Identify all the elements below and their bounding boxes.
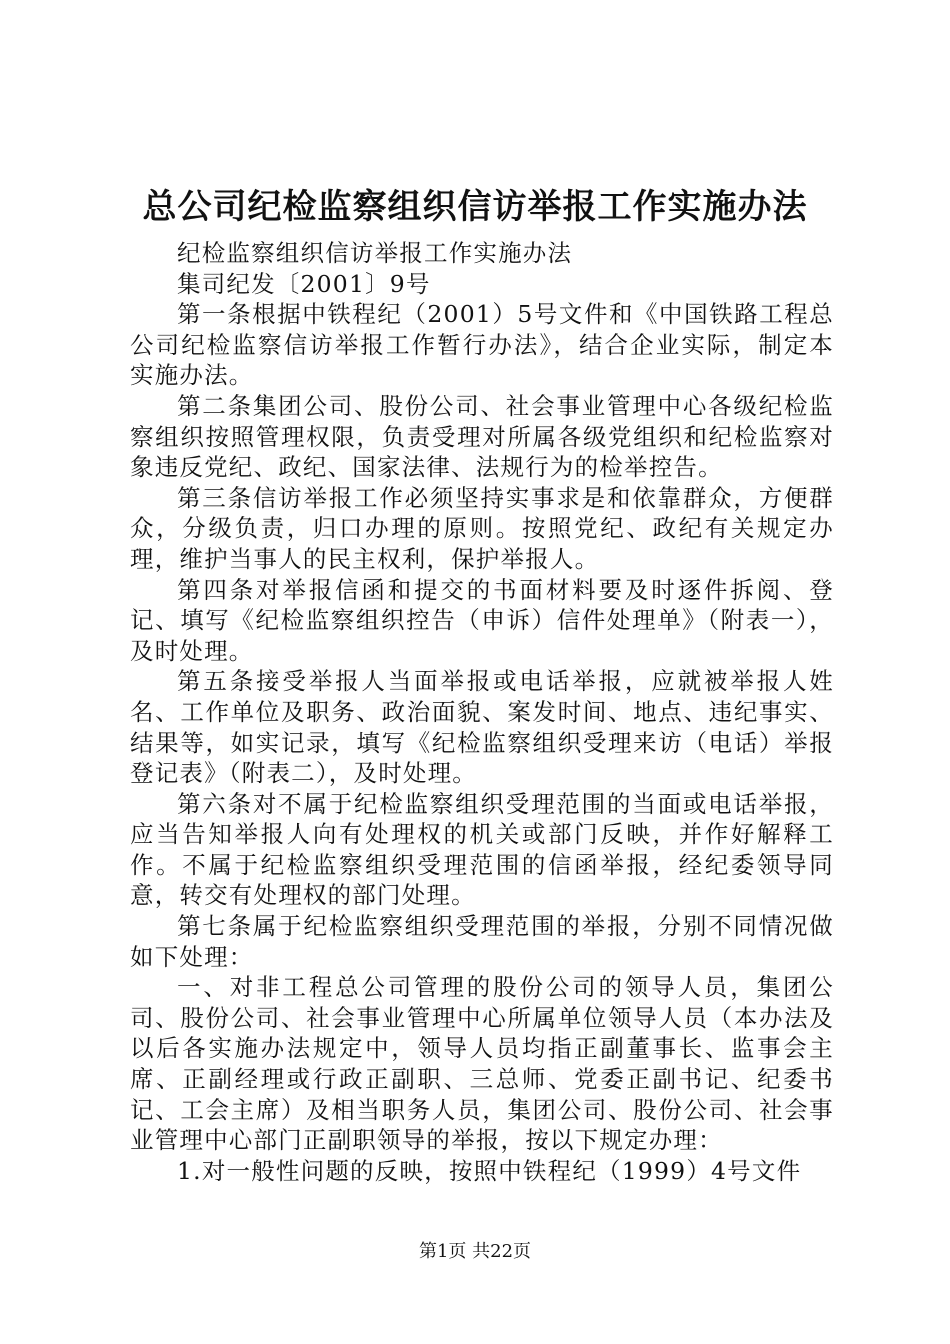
paragraph-subitem-1: 1.对一般性问题的反映，按照中铁程纪（1999）4号文件 [177, 1156, 802, 1185]
document-title: 总公司纪检监察组织信访举报工作实施办法 [142, 187, 808, 227]
paragraph-article-7: 第七条属于纪检监察组织受理范围的举报，分别不同情况做如下处理： [130, 912, 834, 971]
paragraph-subtitle: 纪检监察组织信访举报工作实施办法 [177, 239, 573, 267]
page-number-footer: 第1页 共22页 [418, 1241, 532, 1262]
paragraph-doc-number: 集司纪发〔2001〕9号 [177, 269, 431, 298]
document-body [130, 238, 834, 1186]
paragraph-article-5: 第五条接受举报人当面举报或电话举报，应就被举报人姓名、工作单位及职务、政治面貌、案发时间、地点、违纪事实、结果等，如实记录，填写《纪检监察组织受理来访（电话）举报登记表》（附表二），及时处理。 [130, 667, 834, 788]
paragraph-article-1: 第一条根据中铁程纪（2001）5号文件和《中国铁路工程总公司纪检监察信访举报工作暂行办法》，结合企业实际，制定本实施办法。 [130, 300, 834, 390]
paragraph-article-2: 第二条集团公司、股份公司、社会事业管理中心各级纪检监察组织按照管理权限，负责受理对所属各级党组织和纪检监察对象违反党纪、政纪、国家法律、法规行为的检举控告。 [130, 391, 834, 482]
paragraph-item-1: 一、对非工程总公司管理的股份公司的领导人员，集团公司、股份公司、社会事业管理中心所属单位领导人员（本办法及以后各实施办法规定中，领导人员均指正副董事长、监事会主席、正副经理或行政正副职、三总师、党委正副书记、纪委书记、工会主席）及相当职务人员，集团公司、股份公司、社会事业管理中心部门正副职领导的举报，按以下规定办理： [130, 973, 834, 1155]
paragraph-article-3: 第三条信访举报工作必须坚持实事求是和依靠群众，方便群众，分级负责，归口办理的原则。按照党纪、政纪有关规定办理，维护当事人的民主权利，保护举报人。 [130, 483, 834, 573]
paragraph-article-4: 第四条对举报信函和提交的书面材料要及时逐件拆阅、登记、填写《纪检监察组织控告（申诉）信件处理单》（附表一），及时处理。 [130, 575, 834, 665]
paragraph-article-6: 第六条对不属于纪检监察组织受理范围的当面或电话举报，应当告知举报人向有处理权的机关或部门反映，并作好解释工作。不属于纪检监察组织受理范围的信函举报，经纪委领导同意，转交有处理权的部门处理。 [130, 789, 834, 910]
